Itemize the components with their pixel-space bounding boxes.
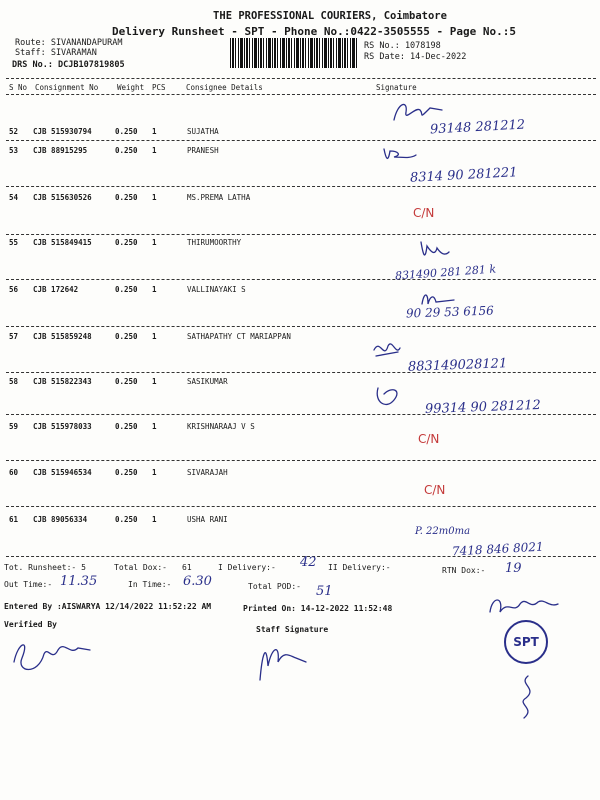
row-sno: 55: [9, 238, 19, 247]
tot-runsheet: Tot. Runsheet:- 5: [4, 563, 86, 572]
rs-date: RS Date: 14-Dec-2022: [364, 52, 467, 62]
row-pcs: 1: [152, 515, 157, 524]
row-consignment: CJB 515978033: [33, 422, 92, 431]
row-weight: 0.250: [115, 127, 138, 136]
row-divider: [6, 279, 596, 280]
row-sno: 61: [9, 515, 19, 524]
col-consignee: Consignee Details: [186, 83, 263, 92]
signature-scribble: [415, 238, 451, 268]
row-divider: [6, 506, 596, 507]
vertical-signature: [508, 672, 548, 722]
signature-text: 831490 281 281 k: [394, 262, 497, 283]
row-consignee: USHA RANI: [187, 515, 228, 524]
signature-text: 883149028121: [407, 356, 508, 375]
entered-by: Entered By :AISWARYA 12/14/2022 11:52:22 AM: [4, 602, 212, 611]
divider: [6, 78, 596, 79]
row-sno: 59: [9, 422, 19, 431]
row-sno: 53: [9, 146, 19, 155]
staff-signature: [250, 636, 310, 686]
table-row: [0, 285, 600, 331]
row-weight: 0.250: [115, 146, 138, 155]
rtn-dox-value: 19: [505, 561, 522, 576]
remark-text: P. 22m0ma: [415, 526, 471, 537]
row-pcs: 1: [152, 238, 157, 247]
signature-text: 7418 846 8021: [451, 539, 544, 559]
row-consignee: SASIKUMAR: [187, 377, 228, 386]
printed-on: Printed On: 14-12-2022 11:52:48: [243, 604, 393, 613]
row-consignment: CJB 515946534: [33, 468, 92, 477]
row-divider: [6, 460, 596, 461]
row-consignment: CJB 89056334: [33, 515, 88, 524]
table-row: [0, 422, 600, 468]
row-weight: 0.250: [115, 193, 138, 202]
remark-text: C/N: [413, 206, 435, 220]
row-pcs: 1: [152, 127, 157, 136]
divider: [6, 94, 596, 95]
total-dox-label: Total Dox:-: [114, 563, 167, 572]
rtn-dox-label: RTN Dox:-: [442, 566, 486, 575]
row-consignment: CJB 88915295: [33, 146, 88, 155]
row-weight: 0.250: [115, 468, 138, 477]
row-consignee: MS.PREMA LATHA: [187, 193, 251, 202]
row-sno: 58: [9, 377, 19, 386]
runsheet-title: Delivery Runsheet - SPT - Phone No.:0422-3505555 - Page No.:5: [112, 25, 516, 38]
row-weight: 0.250: [115, 332, 138, 341]
row-pcs: 1: [152, 285, 157, 294]
route: Route: SIVANANDAPURAM: [15, 38, 123, 48]
i-delivery-label: I Delivery:-: [218, 563, 276, 572]
row-divider: [6, 140, 596, 141]
row-consignment: CJB 515930794: [33, 127, 92, 136]
row-weight: 0.250: [115, 515, 138, 524]
spt-stamp: SPT: [504, 620, 548, 664]
row-pcs: 1: [152, 332, 157, 341]
row-pcs: 1: [152, 146, 157, 155]
i-delivery-value: 42: [300, 555, 317, 570]
row-consignment: CJB 515849415: [33, 238, 92, 247]
total-dox-value: 61: [182, 563, 192, 572]
rs-number: RS No.: 1078198: [364, 41, 441, 51]
ii-delivery-label: II Delivery:-: [328, 563, 391, 572]
table-row: [0, 193, 600, 239]
verifier-signature: [8, 632, 98, 682]
col-consignment: Consignment No: [35, 83, 99, 92]
in-time-value: 6.30: [183, 574, 212, 589]
row-consignee: SUJATHA: [187, 127, 219, 136]
col-sno: S No: [9, 83, 28, 92]
row-sno: 54: [9, 193, 19, 202]
row-consignee: PRANESH: [187, 146, 219, 155]
row-consignee: KRISHNARAAJ V S: [187, 422, 255, 431]
signature-text: 93148 281212: [429, 117, 526, 138]
out-time-value: 11.35: [60, 574, 98, 589]
row-divider: [6, 326, 596, 327]
table-row: [0, 468, 600, 514]
row-pcs: 1: [152, 468, 157, 477]
row-weight: 0.250: [115, 238, 138, 247]
remark-text: C/N: [418, 432, 440, 446]
row-consignment: CJB 172642: [33, 285, 79, 294]
total-pod-value: 51: [316, 584, 333, 599]
row-consignee: SIVARAJAH: [187, 468, 228, 477]
row-pcs: 1: [152, 377, 157, 386]
row-weight: 0.250: [115, 377, 138, 386]
row-divider: [6, 186, 596, 187]
in-time-label: In Time:-: [128, 580, 172, 589]
staff-signature-label: Staff Signature: [256, 625, 329, 634]
drs-number: DRS No.: DCJB107819805: [12, 60, 125, 70]
row-consignment: CJB 515822343: [33, 377, 92, 386]
barcode: [230, 38, 358, 68]
row-divider: [6, 372, 596, 373]
verified-by: Verified By: [4, 620, 57, 629]
row-sno: 57: [9, 332, 19, 341]
row-pcs: 1: [152, 193, 157, 202]
signature-text: 90 29 53 6156: [405, 303, 495, 321]
table-row: [0, 238, 600, 284]
signature-scribble: [372, 382, 404, 412]
row-consignee: THIRUMOORTHY: [187, 238, 242, 247]
row-consignee: VALLINAYAKI S: [187, 285, 246, 294]
row-sno: 52: [9, 127, 19, 136]
row-consignment: CJB 515630526: [33, 193, 92, 202]
signature-text: 8314 90 281221: [409, 165, 518, 186]
out-time-label: Out Time:-: [4, 580, 53, 589]
total-pod-label: Total POD:-: [248, 582, 301, 591]
row-sno: 60: [9, 468, 19, 477]
signature-text: 99314 90 281212: [424, 397, 542, 418]
remark-text: C/N: [424, 483, 446, 497]
col-signature: Signature: [376, 83, 417, 92]
row-consignee: SATHAPATHY CT MARIAPPAN: [187, 332, 291, 341]
row-pcs: 1: [152, 422, 157, 431]
col-pcs: PCS: [152, 83, 166, 92]
row-consignment: CJB 515859248: [33, 332, 92, 341]
company-title: THE PROFESSIONAL COURIERS, Coimbatore: [213, 10, 447, 22]
signature-scribble: [380, 145, 420, 167]
row-divider: [6, 234, 596, 235]
row-weight: 0.250: [115, 285, 138, 294]
row-sno: 56: [9, 285, 19, 294]
col-weight: Weight: [117, 83, 145, 92]
signature-scribble: [370, 336, 404, 362]
row-weight: 0.250: [115, 422, 138, 431]
staff: Staff: SIVARAMAN: [15, 48, 97, 58]
